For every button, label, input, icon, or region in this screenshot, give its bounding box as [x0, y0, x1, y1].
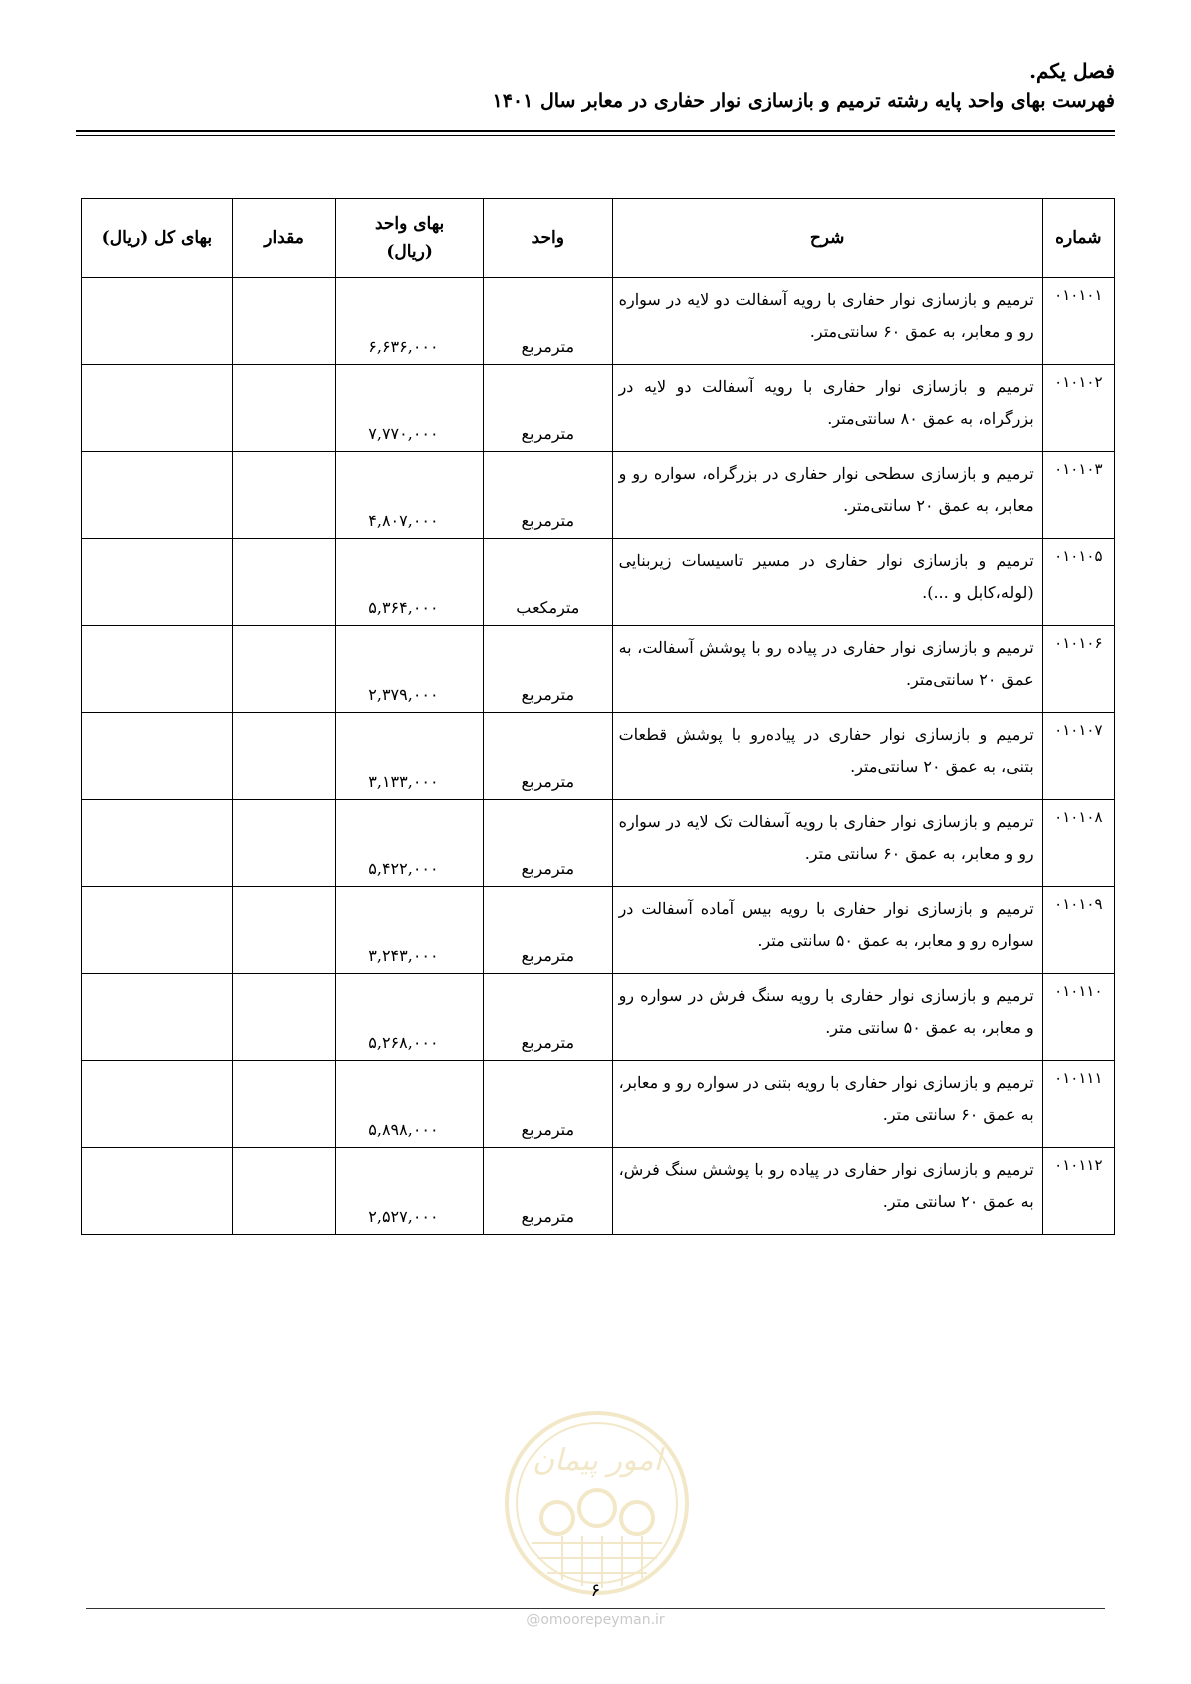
row-unit-price-cell: ۶,۶۳۶,۰۰۰	[336, 278, 484, 365]
document-title: فهرست بهای واحد پایه رشته ترمیم و بازسازی نوار حفاری در معابر سال ۱۴۰۱	[492, 90, 1115, 112]
column-header-total: بهای کل (ریال)	[82, 199, 233, 278]
row-quantity-cell	[232, 974, 336, 1061]
table-row	[82, 1061, 1115, 1148]
column-header-quantity: مقدار	[232, 199, 336, 278]
row-code-cell: ۰۱۰۱۱۱	[1042, 1061, 1114, 1148]
table-row	[82, 452, 1115, 539]
row-quantity-cell	[232, 365, 336, 452]
row-code-cell: ۰۱۰۱۰۳	[1042, 452, 1114, 539]
row-code-cell: ۰۱۰۱۱۰	[1042, 974, 1114, 1061]
row-unit-price-cell: ۴,۸۰۷,۰۰۰	[336, 452, 484, 539]
unit-price-currency: (ریال)	[386, 242, 433, 262]
page-header	[76, 56, 1115, 116]
row-description-cell: ترمیم و بازسازی نوار حفاری در پیاده‌رو با پوشش قطعات بتنی، به عمق ۲۰ سانتی‌متر.	[612, 713, 1042, 800]
row-unit-price-cell: ۵,۲۶۸,۰۰۰	[336, 974, 484, 1061]
header-rule-thin	[76, 135, 1115, 136]
column-header-description: شرح	[612, 199, 1042, 278]
row-total-cell	[82, 539, 233, 626]
row-quantity-cell	[232, 452, 336, 539]
seal-text: امور پیمان	[532, 1443, 662, 1478]
row-unit-price-cell: ۲,۵۲۷,۰۰۰	[336, 1148, 484, 1235]
row-unit-cell: مترمربع	[483, 713, 612, 800]
header-rule-thick	[76, 130, 1115, 132]
column-header-unit-price	[336, 199, 484, 278]
row-description-cell: ترمیم و بازسازی سطحی نوار حفاری در بزرگراه، سواره رو و معابر، به عمق ۲۰ سانتی‌متر.	[612, 452, 1042, 539]
row-unit-cell: مترمربع	[483, 278, 612, 365]
table-row	[82, 974, 1115, 1061]
row-unit-price-cell: ۳,۱۳۳,۰۰۰	[336, 713, 484, 800]
row-total-cell	[82, 365, 233, 452]
table-header-row	[82, 199, 1115, 278]
row-code-cell: ۰۱۰۱۰۶	[1042, 626, 1114, 713]
row-total-cell	[82, 800, 233, 887]
row-unit-price-cell: ۲,۳۷۹,۰۰۰	[336, 626, 484, 713]
table-row	[82, 365, 1115, 452]
row-quantity-cell	[232, 1061, 336, 1148]
row-description-cell: ترمیم و بازسازی نوار حفاری در مسیر تاسیسات زیربنایی (لوله،کابل و ...).	[612, 539, 1042, 626]
row-unit-price-cell: ۵,۳۶۴,۰۰۰	[336, 539, 484, 626]
footer-rule	[86, 1608, 1105, 1609]
row-unit-cell: مترمربع	[483, 1061, 612, 1148]
table-row	[82, 800, 1115, 887]
row-unit-cell: مترمربع	[483, 887, 612, 974]
row-quantity-cell	[232, 1148, 336, 1235]
row-description-cell: ترمیم و بازسازی نوار حفاری با رویه آسفالت دو لایه در سواره رو و معابر، به عمق ۶۰ سانتی‌متر.	[612, 278, 1042, 365]
row-unit-price-cell: ۷,۷۷۰,۰۰۰	[336, 365, 484, 452]
row-quantity-cell	[232, 539, 336, 626]
row-description-cell: ترمیم و بازسازی نوار حفاری با رویه آسفالت تک لایه در سواره رو و معابر، به عمق ۶۰ سانتی متر.	[612, 800, 1042, 887]
row-description-cell: ترمیم و بازسازی نوار حفاری در پیاده رو با پوشش سنگ فرش، به عمق ۲۰ سانتی متر.	[612, 1148, 1042, 1235]
row-total-cell	[82, 1061, 233, 1148]
table-row	[82, 539, 1115, 626]
row-quantity-cell	[232, 278, 336, 365]
unit-price-label: بهای واحد	[374, 214, 445, 234]
row-total-cell	[82, 887, 233, 974]
table-body	[82, 278, 1115, 1235]
table-row	[82, 887, 1115, 974]
row-code-cell: ۰۱۰۱۰۲	[1042, 365, 1114, 452]
row-code-cell: ۰۱۰۱۱۲	[1042, 1148, 1114, 1235]
table-row	[82, 1148, 1115, 1235]
row-unit-cell: مترمکعب	[483, 539, 612, 626]
row-quantity-cell	[232, 887, 336, 974]
row-quantity-cell	[232, 713, 336, 800]
price-list-table	[81, 198, 1115, 1235]
row-code-cell: ۰۱۰۱۰۷	[1042, 713, 1114, 800]
table-row	[82, 626, 1115, 713]
row-description-cell: ترمیم و بازسازی نوار حفاری با رویه بتنی در سواره رو و معابر، به عمق ۶۰ سانتی متر.	[612, 1061, 1042, 1148]
row-code-cell: ۰۱۰۱۰۸	[1042, 800, 1114, 887]
page-number: ۶	[590, 1580, 601, 1601]
row-unit-cell: مترمربع	[483, 974, 612, 1061]
row-description-cell: ترمیم و بازسازی نوار حفاری با رویه بیس آماده آسفالت در سواره رو و معابر، به عمق ۵۰ سانتی متر.	[612, 887, 1042, 974]
row-description-cell: ترمیم و بازسازی نوار حفاری با رویه سنگ فرش در سواره رو و معابر، به عمق ۵۰ سانتی متر.	[612, 974, 1042, 1061]
row-total-cell	[82, 713, 233, 800]
row-total-cell	[82, 1148, 233, 1235]
row-total-cell	[82, 278, 233, 365]
row-description-cell: ترمیم و بازسازی نوار حفاری در پیاده رو با پوشش آسفالت، به عمق ۲۰ سانتی‌متر.	[612, 626, 1042, 713]
watermark-url: @omoorepeyman.ir	[526, 1612, 665, 1628]
column-header-code: شماره	[1042, 199, 1114, 278]
row-quantity-cell	[232, 626, 336, 713]
row-unit-cell: مترمربع	[483, 452, 612, 539]
row-unit-price-cell: ۳,۲۴۳,۰۰۰	[336, 887, 484, 974]
row-description-cell: ترمیم و بازسازی نوار حفاری با رویه آسفالت دو لایه در بزرگراه، به عمق ۸۰ سانتی‌متر.	[612, 365, 1042, 452]
row-code-cell: ۰۱۰۱۰۹	[1042, 887, 1114, 974]
row-unit-cell: مترمربع	[483, 365, 612, 452]
table-row	[82, 713, 1115, 800]
row-unit-price-cell: ۵,۸۹۸,۰۰۰	[336, 1061, 484, 1148]
row-unit-cell: مترمربع	[483, 800, 612, 887]
row-quantity-cell	[232, 800, 336, 887]
chapter-heading: فصل یکم.	[1029, 59, 1115, 83]
row-unit-price-cell: ۵,۴۲۲,۰۰۰	[336, 800, 484, 887]
table-row	[82, 278, 1115, 365]
row-unit-cell: مترمربع	[483, 1148, 612, 1235]
row-unit-cell: مترمربع	[483, 626, 612, 713]
row-total-cell	[82, 626, 233, 713]
row-code-cell: ۰۱۰۱۰۱	[1042, 278, 1114, 365]
row-code-cell: ۰۱۰۱۰۵	[1042, 539, 1114, 626]
omoore-peyman-seal-logo	[502, 1408, 692, 1598]
row-total-cell	[82, 452, 233, 539]
row-total-cell	[82, 974, 233, 1061]
column-header-unit: واحد	[483, 199, 612, 278]
